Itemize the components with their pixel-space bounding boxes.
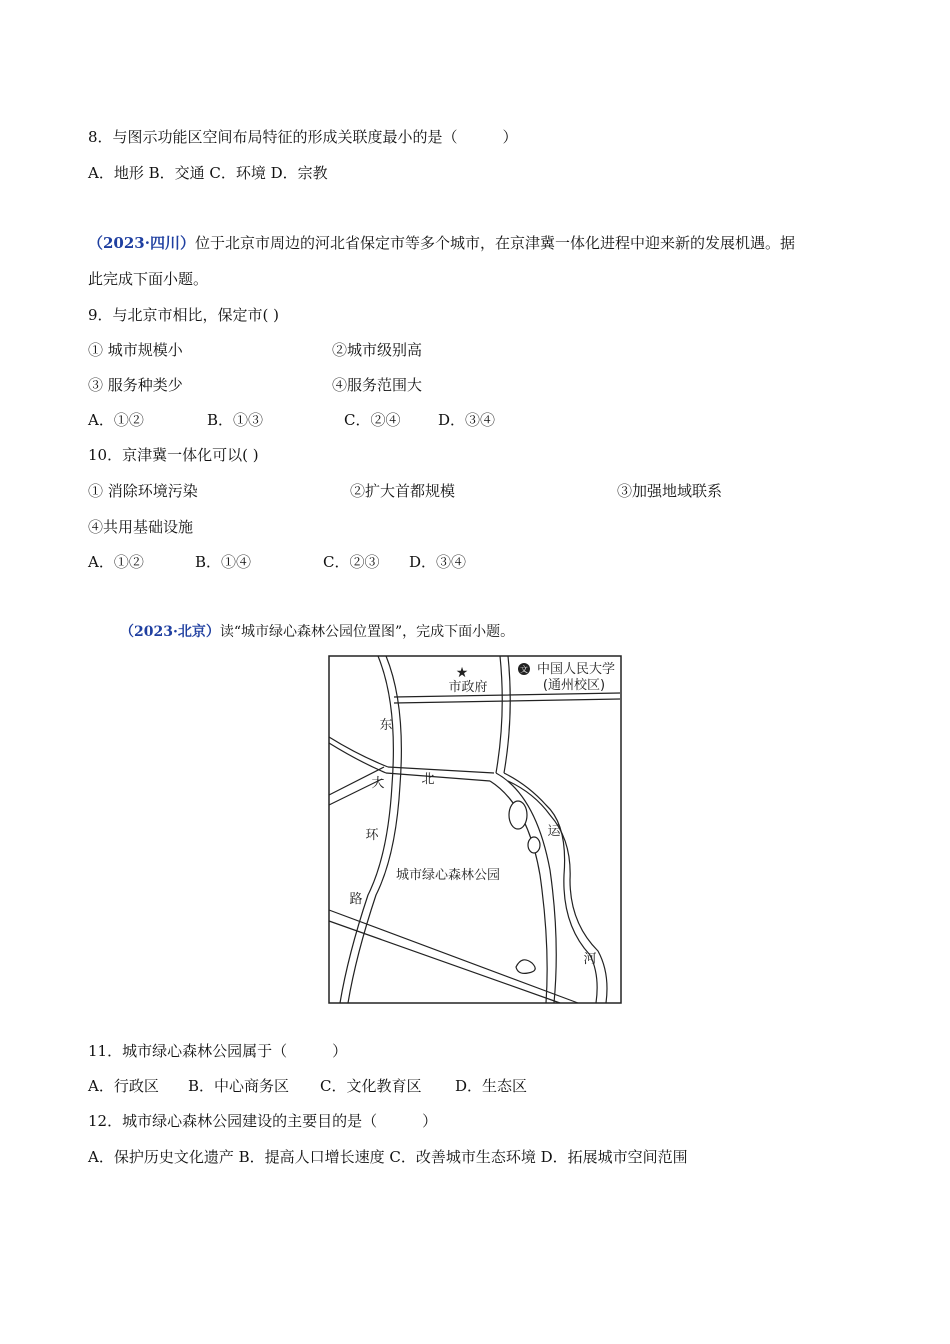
q9-option-c: C．②④: [344, 411, 401, 429]
q11-option-d: D．生态区: [455, 1077, 528, 1095]
map-label-road-1: 东: [379, 718, 393, 733]
q12-options: A．保护历史文化遗产 B．提高人口增长速度 C．改善城市生态环境 D．拓展城市空间范围: [88, 1148, 688, 1166]
map-label-university: 中国人民大学: [536, 662, 616, 677]
government-star-icon: ★: [455, 665, 469, 681]
q9-item-3: ③ 服务种类少: [88, 376, 183, 394]
map-label-park: 城市绿心森林公园: [395, 868, 501, 883]
university-icon-glyph: 文: [520, 665, 528, 674]
q11-option-a: A．行政区: [88, 1077, 159, 1095]
q10-option-c: C．②③: [323, 553, 380, 571]
map-label-road-5: 路: [349, 892, 363, 907]
map-label-road-3: 北: [421, 772, 435, 787]
map-label-road-4: 环: [365, 828, 379, 843]
intro-text: 位于北京市周边的河北省保定市等多个城市，在京津冀一体化进程中迎来新的发展机遇。据: [194, 234, 795, 252]
park-location-map: [328, 655, 622, 1004]
q9-stem: 9．与北京市相比，保定市( ): [88, 306, 280, 324]
q10-item-4: ④共用基础设施: [88, 518, 194, 536]
island-2: [528, 837, 540, 853]
q10-item-3: ③加强地域联系: [617, 482, 723, 500]
q10-option-b: B．①④: [195, 553, 252, 571]
q9-item-1: ① 城市规模小: [88, 341, 183, 359]
q8-options: A．地形 B．交通 C．环境 D．宗教: [88, 164, 328, 182]
intro-beijing: [120, 622, 514, 642]
map-label-river-2: 河: [583, 952, 597, 967]
q11-stem: 11．城市绿心森林公园属于（ ）: [88, 1042, 348, 1060]
q10-option-a: A．①②: [88, 553, 144, 571]
source-tag: （2023·北京）: [120, 624, 220, 640]
q11-option-b: B．中心商务区: [188, 1077, 290, 1095]
q9-option-d: D．③④: [438, 411, 496, 429]
q10-stem: 10．京津冀一体化可以( ): [88, 446, 259, 464]
map-label-gov: 市政府: [448, 680, 488, 695]
q10-option-d: D．③④: [409, 553, 467, 571]
q10-item-2: ②扩大首都规模: [350, 482, 456, 500]
intro-sichuan-cont: 此完成下面小题。: [88, 270, 209, 288]
q8-stem: 8．与图示功能区空间布局特征的形成关联度最小的是（ ）: [88, 128, 518, 146]
map-label-river-1: 运: [547, 824, 561, 839]
q9-option-b: B．①③: [207, 411, 264, 429]
q9-option-a: A．①②: [88, 411, 144, 429]
q11-option-c: C．文化教育区: [320, 1077, 422, 1095]
island-1: [509, 801, 527, 829]
q12-stem: 12．城市绿心森林公园建设的主要目的是（ ）: [88, 1112, 438, 1130]
q9-item-4: ④服务范围大: [332, 376, 423, 394]
intro-text: 读“城市绿心森林公园位置图”，完成下面小题。: [219, 624, 515, 640]
map-label-university-campus: (通州校区): [542, 678, 606, 693]
source-tag: （2023·四川）: [88, 234, 195, 252]
q9-item-2: ②城市级别高: [332, 341, 423, 359]
q10-item-1: ① 消除环境污染: [88, 482, 198, 500]
map-label-road-2: 大: [371, 776, 385, 791]
map-svg: [328, 655, 622, 1004]
intro-sichuan: [88, 233, 795, 253]
